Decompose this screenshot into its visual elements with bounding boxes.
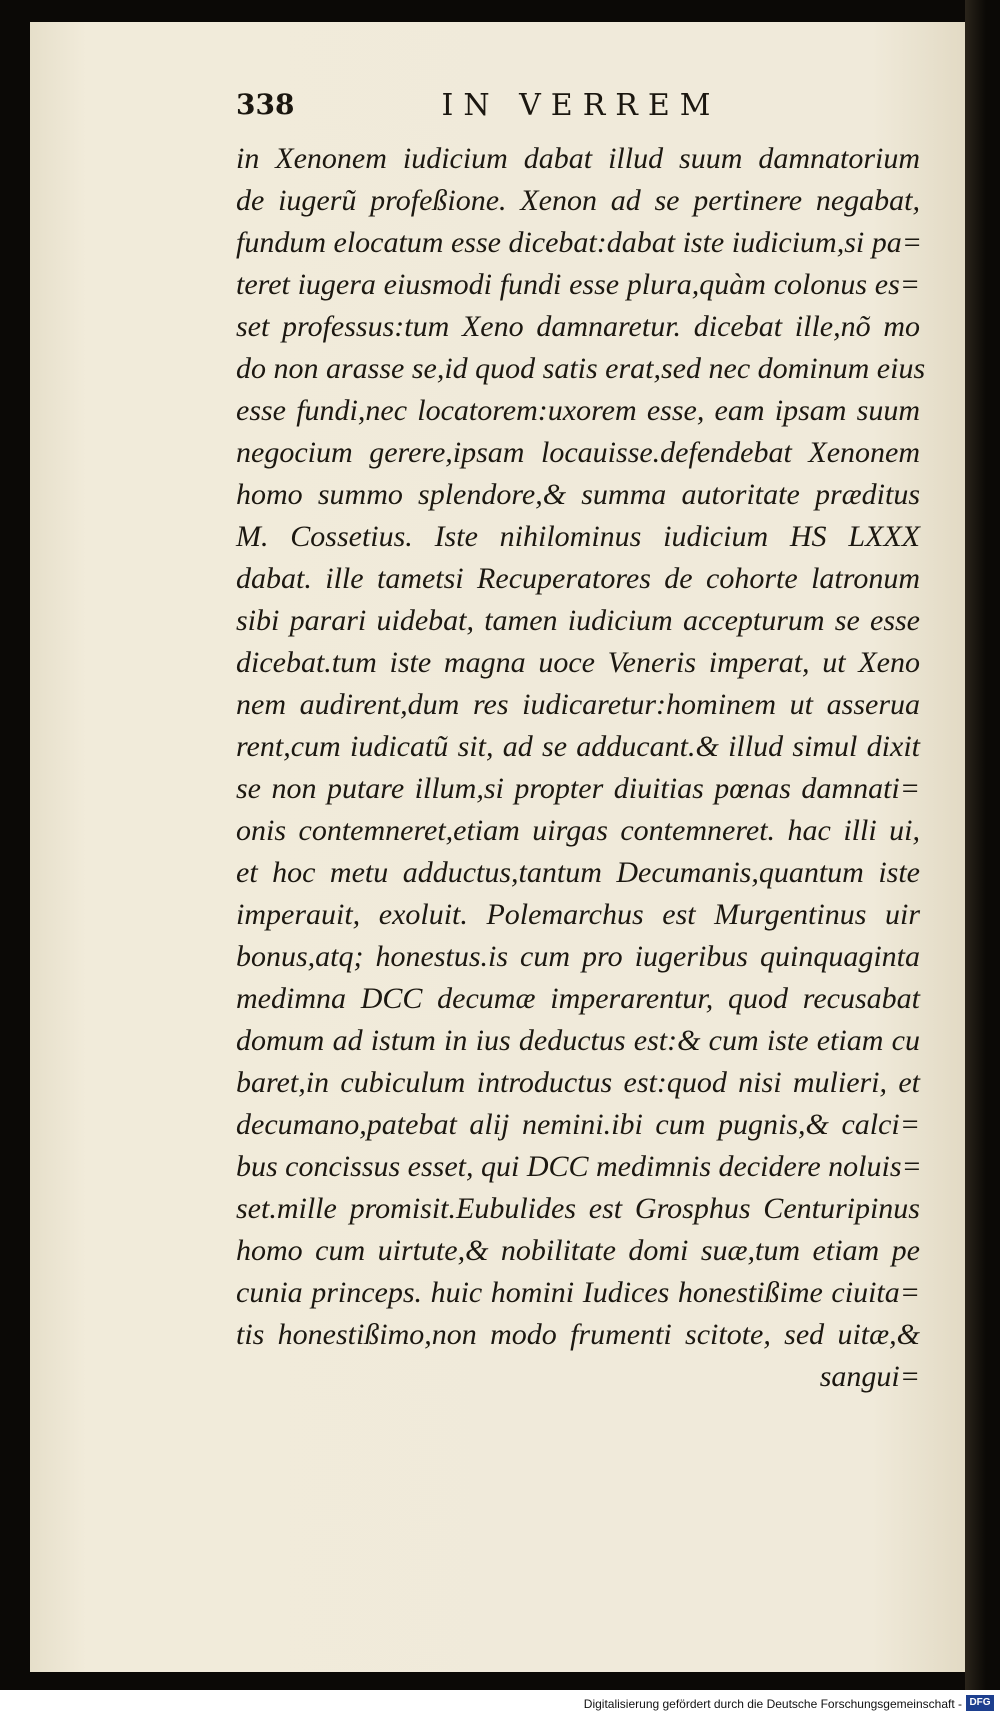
- text-line: esse fundi,nec locatorem:uxorem esse, eam ipsam suum: [236, 394, 920, 427]
- running-title: IN VERREM: [441, 88, 721, 123]
- text-line: dabat. ille tametsi Recuperatores de cohorte latronum: [236, 562, 920, 595]
- text-line: onis contemneret,etiam uirgas contemneret. hac illi ui,: [236, 814, 920, 847]
- page-header: [236, 88, 926, 128]
- text-line: et hoc metu adductus,tantum Decumanis,quantum iste: [236, 856, 920, 889]
- text-line: sangui=: [819, 1360, 920, 1393]
- text-line: homo cum uirtute,& nobilitate domi suæ,tum etiam pe: [236, 1234, 920, 1267]
- text-line: set.mille promisit.Eubulides est Grosphus Centuripinus: [236, 1192, 920, 1225]
- text-line: se non putare illum,si propter diuitias pœnas damnati=: [236, 772, 920, 805]
- text-line: set professus:tum Xeno damnaretur. dicebat ille,nõ mo: [236, 310, 920, 343]
- text-line: homo summo splendore,& summa autoritate præditus: [236, 478, 920, 511]
- funding-credit: Digitalisierung gefördert durch die Deutsche Forschungsgemeinschaft -: [583, 1697, 962, 1711]
- text-line: decumano,patebat alij nemini.ibi cum pugnis,& calci=: [236, 1108, 920, 1141]
- text-line: teret iugera eiusmodi fundi esse plura,quàm colonus es=: [236, 268, 920, 301]
- text-line: medimna DCC decumæ imperarentur, quod recusabat: [236, 982, 920, 1015]
- text-line: baret,in cubiculum introductus est:quod nisi mulieri, et: [236, 1066, 920, 1099]
- page-body-text: [236, 138, 926, 1398]
- text-line: nem audirent,dum res iudicaretur:hominem ut asserua: [236, 688, 920, 721]
- text-line: cunia princeps. huic homini Iudices honestißime ciuita=: [236, 1276, 920, 1309]
- text-line: domum ad istum in ius deductus est:& cum iste etiam cu: [236, 1024, 920, 1057]
- text-line: negocium gerere,ipsam locauisse.defendebat Xenonem: [236, 436, 920, 469]
- text-line: fundum elocatum esse dicebat:dabat iste iudicium,si pa=: [236, 226, 922, 259]
- text-line: tis honestißimo,non modo frumenti scitote, sed uitæ,&: [236, 1318, 920, 1351]
- text-line: bonus,atq; honestus.is cum pro iugeribus quinquaginta: [236, 940, 920, 973]
- text-line: in Xenonem iudicium dabat illud suum damnatorium: [236, 142, 920, 175]
- book-edge: [965, 0, 1000, 1690]
- text-line: dicebat.tum iste magna uoce Veneris imperat, ut Xeno: [236, 646, 920, 679]
- dfg-logo: DFG: [966, 1695, 994, 1711]
- text-line: do non arasse se,id quod satis erat,sed nec dominum eius: [236, 352, 926, 385]
- text-line: sibi parari uidebat, tamen iudicium accepturum se esse: [236, 604, 920, 637]
- text-line: rent,cum iudicatũ sit, ad se adducant.& illud simul dixit: [236, 730, 920, 763]
- text-line: imperauit, exoluit. Polemarchus est Murgentinus uir: [236, 898, 920, 931]
- text-line: M. Cossetius. Iste nihilominus iudicium HS LXXX: [236, 520, 920, 553]
- footer-bar: [0, 1690, 1000, 1719]
- page-number: 338: [236, 88, 295, 121]
- text-line: bus concissus esset, qui DCC medimnis decidere noluis=: [236, 1150, 922, 1183]
- text-line: de iugerũ profeßione. Xenon ad se pertinere negabat,: [236, 184, 920, 217]
